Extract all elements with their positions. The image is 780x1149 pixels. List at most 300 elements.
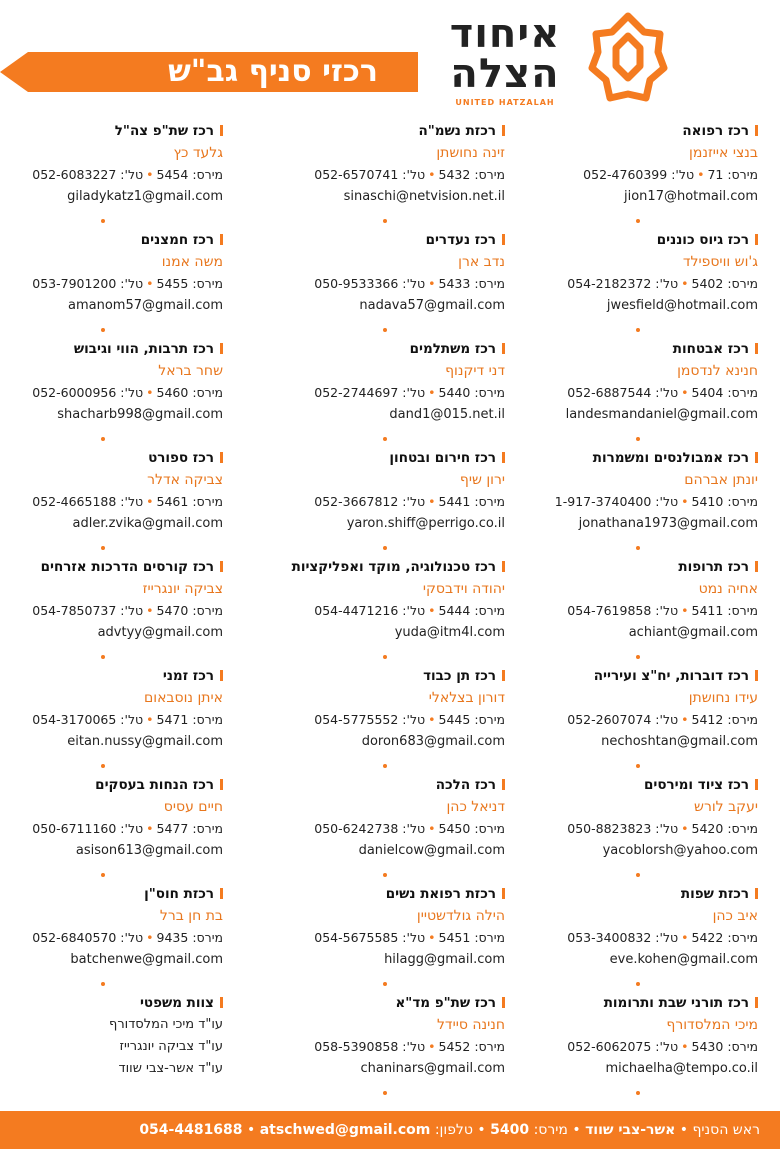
coordinator-entry xyxy=(265,992,505,1101)
miras-number: 5471 xyxy=(156,712,189,727)
coordinator-role xyxy=(13,556,223,578)
email-address[interactable]: hilagg@gmail.com xyxy=(384,952,505,967)
footer-phone-label: טלפון: xyxy=(434,1122,473,1138)
coordinator-entry xyxy=(518,447,758,556)
phone-number[interactable]: 052-6840570 xyxy=(32,930,117,945)
contact-line xyxy=(518,382,758,404)
contact-line xyxy=(13,600,223,622)
bullet-marker xyxy=(220,670,223,681)
bullet-marker xyxy=(755,888,758,899)
banner-arrow xyxy=(0,52,28,92)
divider-dot xyxy=(383,764,387,768)
bullet-marker xyxy=(220,234,223,245)
coordinator-name: משה אמנו xyxy=(161,254,223,270)
separator-dot: • xyxy=(681,494,689,509)
coordinator-name: דני דיקנוף xyxy=(445,363,505,379)
coordinator-name: חנינא לנדסמן xyxy=(677,363,758,379)
divider-dot xyxy=(383,873,387,877)
miras-label: מירס: xyxy=(192,385,223,400)
separator-dot: • xyxy=(146,930,154,945)
coordinator-name: יונתן אברהם xyxy=(684,472,758,488)
miras-label: מירס: xyxy=(192,821,223,836)
coordinator-entry xyxy=(13,774,223,883)
email-address[interactable]: yuda@itm4l.com xyxy=(394,625,505,640)
separator-dot: • xyxy=(428,603,436,618)
email-address[interactable]: nadava57@gmail.com xyxy=(359,298,505,313)
phone-number[interactable]: 052-6000956 xyxy=(32,385,117,400)
miras-label: מירס: xyxy=(474,930,505,945)
column-left xyxy=(13,120,223,1090)
tel-label: טל': xyxy=(402,276,426,291)
header xyxy=(0,0,780,118)
miras-number: 5432 xyxy=(438,167,471,182)
role-text: רכז משתלמים xyxy=(409,341,496,357)
coordinator-name: בת חן ברל xyxy=(159,908,223,924)
coordinator-role xyxy=(13,229,223,251)
logo-line2: הצלה xyxy=(450,51,560,97)
coordinator-role xyxy=(265,447,505,469)
tel-label: טל': xyxy=(402,494,426,509)
coordinator-role xyxy=(518,229,758,251)
role-text: רכז הנחות בעסקים xyxy=(95,777,214,793)
miras-number: 5441 xyxy=(438,494,471,509)
miras-label: מירס: xyxy=(192,167,223,182)
title-banner xyxy=(28,52,418,92)
coordinator-name: שחר בראל xyxy=(158,363,223,379)
coordinator-name: דניאל כהן xyxy=(446,799,505,815)
miras-label: מירס: xyxy=(727,821,758,836)
phone-number[interactable]: 052-6062075 xyxy=(567,1039,652,1054)
miras-label: מירס: xyxy=(192,930,223,945)
star-of-life-icon xyxy=(588,8,668,108)
bullet-marker xyxy=(220,561,223,572)
bullet-marker xyxy=(502,343,505,354)
miras-number: 5445 xyxy=(438,712,471,727)
bullet-marker xyxy=(502,670,505,681)
footer-head-label: ראש הסניף xyxy=(692,1122,760,1138)
divider-dot xyxy=(383,1091,387,1095)
email-address[interactable]: jwesfield@hotmail.com xyxy=(606,298,758,313)
footer-phone: 054-4481688 xyxy=(139,1122,243,1138)
phone-number[interactable]: 052-3667812 xyxy=(314,494,399,509)
role-text: רכזת נשמ"ה xyxy=(418,123,496,139)
miras-label: מירס: xyxy=(474,1039,505,1054)
contact-line xyxy=(265,273,505,295)
email-address[interactable]: jonathana1973@gmail.com xyxy=(578,516,758,531)
role-text: רכז ציוד ומירסים xyxy=(644,777,749,793)
coordinator-name: גלעד כץ xyxy=(173,145,223,161)
separator-dot: • xyxy=(428,712,436,727)
role-text: רכז תרבות, הווי וגיבוש xyxy=(73,341,214,357)
bullet-marker xyxy=(755,234,758,245)
coordinator-entry xyxy=(265,120,505,229)
miras-number: 5444 xyxy=(438,603,471,618)
bullet-marker xyxy=(220,997,223,1008)
miras-label: מירס: xyxy=(474,385,505,400)
separator-dot: • xyxy=(681,603,689,618)
role-text: רכז ספורט xyxy=(148,450,214,466)
coordinator-role xyxy=(13,883,223,905)
divider-dot xyxy=(636,328,640,332)
bullet-marker xyxy=(502,997,505,1008)
separator-dot: • xyxy=(428,930,436,945)
bullet-marker xyxy=(220,888,223,899)
divider-dot xyxy=(101,764,105,768)
coordinator-name: זינה נחושתן xyxy=(436,145,505,161)
tel-label: טל': xyxy=(120,167,144,182)
coordinator-name: ג'וש וויספילד xyxy=(682,254,758,270)
footer-miras: 5400 xyxy=(490,1122,530,1138)
separator-dot: • xyxy=(428,821,436,836)
contact-line xyxy=(13,382,223,404)
footer-content xyxy=(139,1111,760,1149)
contact-line xyxy=(265,818,505,840)
coordinator-name: דורון בצלאלי xyxy=(428,690,505,706)
role-text: רכז אבטחות xyxy=(672,341,749,357)
tel-label: טל': xyxy=(655,821,679,836)
phone-number[interactable]: 054-7850737 xyxy=(32,603,117,618)
bullet-marker xyxy=(755,670,758,681)
tel-label: טל': xyxy=(120,385,144,400)
miras-number: 5451 xyxy=(438,930,471,945)
coordinator-role xyxy=(518,774,758,796)
divider-dot xyxy=(383,219,387,223)
phone-number[interactable]: 050-8823823 xyxy=(567,821,652,836)
coordinator-role xyxy=(518,992,758,1014)
email-address[interactable]: chaninars@gmail.com xyxy=(360,1061,505,1076)
role-text: רכז גיוס כוננים xyxy=(656,232,749,248)
bullet-marker xyxy=(220,343,223,354)
email-address[interactable]: batchenwe@gmail.com xyxy=(70,952,223,967)
coordinator-role xyxy=(518,120,758,142)
miras-label: מירס: xyxy=(192,712,223,727)
email-address[interactable]: yacoblorsh@yahoo.com xyxy=(602,843,758,858)
contact-line xyxy=(518,273,758,295)
coordinator-role xyxy=(265,120,505,142)
email-address[interactable]: doron683@gmail.com xyxy=(361,734,505,749)
contact-line xyxy=(518,600,758,622)
coordinator-name: איתן נוסבאום xyxy=(143,690,223,706)
separator-dot: • xyxy=(146,385,154,400)
coordinator-entry xyxy=(13,120,223,229)
phone-number[interactable]: 054-2182372 xyxy=(567,276,652,291)
contact-line xyxy=(13,491,223,513)
coordinator-entry xyxy=(518,665,758,774)
miras-number: 5470 xyxy=(156,603,189,618)
coordinator-entry xyxy=(518,120,758,229)
separator-dot: • xyxy=(681,385,689,400)
bullet-marker xyxy=(502,234,505,245)
email-address[interactable]: landesmandaniel@gmail.com xyxy=(565,407,758,422)
coordinator-entry xyxy=(518,229,758,338)
logo xyxy=(430,11,580,107)
coordinator-name: עידו נחושתן xyxy=(688,690,758,706)
tel-label: טל': xyxy=(120,494,144,509)
tel-label: טל': xyxy=(402,930,426,945)
separator-dot: • xyxy=(428,1039,436,1054)
contact-line xyxy=(518,164,758,186)
coordinator-name: ירון שיף xyxy=(459,472,505,488)
coordinator-entry xyxy=(518,338,758,447)
email-address[interactable]: danielcow@gmail.com xyxy=(358,843,505,858)
coordinator-role xyxy=(265,665,505,687)
role-text: רכז טכנולוגיה, מוקד ואפליקציות xyxy=(291,559,496,575)
separator-dot: • xyxy=(681,821,689,836)
contact-line xyxy=(518,1036,758,1058)
miras-number: 5404 xyxy=(691,385,724,400)
contact-line xyxy=(13,818,223,840)
coordinator-entry xyxy=(13,556,223,665)
phone-number[interactable]: 052-4665188 xyxy=(32,494,117,509)
miras-label: מירס: xyxy=(727,603,758,618)
miras-number: 5477 xyxy=(156,821,189,836)
separator-dot: • xyxy=(697,167,705,182)
miras-number: 5452 xyxy=(438,1039,471,1054)
footer-miras-label: מירס: xyxy=(533,1122,568,1138)
separator-dot: • xyxy=(681,276,689,291)
contact-line xyxy=(265,382,505,404)
coordinator-name: בנצי אייזנמן xyxy=(689,145,758,161)
role-text: רכז שת"פ צה"ל xyxy=(114,123,214,139)
email-address[interactable]: yaron.shiff@perrigo.co.il xyxy=(346,516,505,531)
divider-dot xyxy=(101,437,105,441)
phone-number[interactable]: 1-917-3740400 xyxy=(554,494,652,509)
bullet-marker xyxy=(755,125,758,136)
bullet-marker xyxy=(755,779,758,790)
divider-dot xyxy=(383,328,387,332)
divider-dot xyxy=(636,655,640,659)
divider-dot xyxy=(383,655,387,659)
tel-label: טל': xyxy=(120,603,144,618)
phone-number[interactable]: 052-2607074 xyxy=(567,712,652,727)
phone-number[interactable]: 050-6711160 xyxy=(32,821,117,836)
contact-line xyxy=(13,164,223,186)
role-text: רכזת חוס"ן xyxy=(144,886,214,902)
email-address[interactable]: jion17@hotmail.com xyxy=(624,189,758,204)
footer-email[interactable]: atschwed@gmail.com xyxy=(259,1122,431,1138)
miras-number: 5455 xyxy=(156,276,189,291)
tel-label: טל': xyxy=(671,167,695,182)
miras-label: מירס: xyxy=(727,276,758,291)
phone-number[interactable]: 050-6242738 xyxy=(314,821,399,836)
contact-line xyxy=(265,491,505,513)
contact-line xyxy=(518,709,758,731)
coordinator-name: חנינה סיידל xyxy=(436,1017,505,1033)
contact-line xyxy=(265,164,505,186)
bullet-marker xyxy=(220,779,223,790)
coordinator-name: אחיה נמט xyxy=(698,581,758,597)
miras-number: 5440 xyxy=(438,385,471,400)
page-title: רכזי סניף גב"ש xyxy=(168,54,378,89)
contact-line xyxy=(518,818,758,840)
divider-dot xyxy=(636,219,640,223)
email-address[interactable]: giladykatz1@gmail.com xyxy=(67,189,223,204)
legal-team-role xyxy=(13,992,223,1014)
coordinator-role xyxy=(518,556,758,578)
separator-dot: • xyxy=(146,712,154,727)
contact-line xyxy=(13,927,223,949)
separator-dot: • xyxy=(428,167,436,182)
contact-line xyxy=(13,273,223,295)
coordinator-role xyxy=(13,774,223,796)
divider-dot xyxy=(636,982,640,986)
phone-number[interactable]: 054-7619858 xyxy=(567,603,652,618)
email-address[interactable]: amanom57@gmail.com xyxy=(68,298,223,313)
tel-label: טל': xyxy=(402,603,426,618)
email-address[interactable]: asison613@gmail.com xyxy=(75,843,223,858)
separator-dot: • xyxy=(681,930,689,945)
column-middle xyxy=(265,120,505,1090)
divider-dot xyxy=(383,546,387,550)
coordinator-entry xyxy=(265,665,505,774)
coordinator-role xyxy=(265,774,505,796)
miras-number: 5460 xyxy=(156,385,189,400)
divider-dot xyxy=(101,328,105,332)
miras-label: מירס: xyxy=(727,385,758,400)
coordinator-entry xyxy=(13,883,223,992)
coordinator-entry xyxy=(13,665,223,774)
contact-line xyxy=(518,491,758,513)
phone-number[interactable]: 052-6570741 xyxy=(314,167,399,182)
coordinator-entry xyxy=(518,883,758,992)
coordinator-role xyxy=(13,447,223,469)
email-address[interactable]: dand1@015.net.il xyxy=(389,407,505,422)
miras-label: מירס: xyxy=(727,494,758,509)
separator-dot: • xyxy=(681,1039,689,1054)
phone-number[interactable]: 050-9533366 xyxy=(314,276,399,291)
miras-label: מירס: xyxy=(192,494,223,509)
footer-bar xyxy=(0,1111,780,1149)
email-address[interactable]: advtyy@gmail.com xyxy=(97,625,223,640)
tel-label: טל': xyxy=(655,603,679,618)
tel-label: טל': xyxy=(655,712,679,727)
miras-number: 9435 xyxy=(156,930,189,945)
email-address[interactable]: sinaschi@netvision.net.il xyxy=(343,189,505,204)
coordinator-entry xyxy=(265,447,505,556)
coordinator-entry xyxy=(13,229,223,338)
bullet-marker xyxy=(502,452,505,463)
phone-number[interactable]: 052-2744697 xyxy=(314,385,399,400)
email-address[interactable]: michaelha@tempo.co.il xyxy=(605,1061,758,1076)
separator-dot: • xyxy=(681,712,689,727)
divider-dot xyxy=(101,655,105,659)
miras-number: 5461 xyxy=(156,494,189,509)
phone-number[interactable]: 058-5390858 xyxy=(314,1039,399,1054)
phone-number[interactable]: 052-6083227 xyxy=(32,167,117,182)
separator-dot: • xyxy=(146,821,154,836)
coordinator-name: יהודה וידבסקי xyxy=(422,581,505,597)
separator-dot: • xyxy=(428,276,436,291)
coordinator-entry xyxy=(13,447,223,556)
coordinator-entry xyxy=(13,338,223,447)
email-address[interactable]: achiant@gmail.com xyxy=(628,625,758,640)
bullet-marker xyxy=(502,125,505,136)
bullet-marker xyxy=(502,779,505,790)
divider-dot xyxy=(101,219,105,223)
role-text: רכז אמבולנסים ומשמרות xyxy=(592,450,749,466)
coordinator-role xyxy=(265,556,505,578)
coordinator-entry xyxy=(518,556,758,665)
miras-label: מירס: xyxy=(727,930,758,945)
tel-label: טל': xyxy=(655,276,679,291)
coordinator-name: נדב ארן xyxy=(458,254,505,270)
footer-separator: • xyxy=(567,1122,581,1138)
contact-line xyxy=(13,709,223,731)
email-address[interactable]: adler.zvika@gmail.com xyxy=(72,516,223,531)
email-address[interactable]: nechoshtan@gmail.com xyxy=(601,734,758,749)
divider-dot xyxy=(636,873,640,877)
miras-label: מירס: xyxy=(727,1039,758,1054)
role-text: רכז תן כבוד xyxy=(423,668,496,684)
role-text: רכז נעדרים xyxy=(425,232,496,248)
tel-label: טל': xyxy=(120,821,144,836)
coordinator-name: יעקב לורש xyxy=(694,799,758,815)
tel-label: טל': xyxy=(655,1039,679,1054)
divider-dot xyxy=(636,437,640,441)
miras-label: מירס: xyxy=(192,603,223,618)
divider-dot xyxy=(383,982,387,986)
tel-label: טל': xyxy=(402,385,426,400)
phone-number[interactable]: 053-7901200 xyxy=(32,276,117,291)
miras-label: מירס: xyxy=(474,821,505,836)
legal-member: עו"ד אשר-צבי שווד xyxy=(118,1061,223,1076)
phone-number[interactable]: 054-5675585 xyxy=(314,930,399,945)
bullet-marker xyxy=(755,561,758,572)
column-right xyxy=(518,120,758,1090)
tel-label: טל': xyxy=(120,930,144,945)
miras-label: מירס: xyxy=(474,276,505,291)
email-address[interactable]: shacharb998@gmail.com xyxy=(57,407,223,422)
footer-separator: • xyxy=(675,1122,688,1138)
miras-number: 71 xyxy=(707,167,724,182)
role-text: רכז רפואה xyxy=(682,123,749,139)
phone-number[interactable]: 054-4471216 xyxy=(314,603,399,618)
tel-label: טל': xyxy=(655,385,679,400)
separator-dot: • xyxy=(428,494,436,509)
phone-number[interactable]: 052-6887544 xyxy=(567,385,652,400)
coordinator-entry xyxy=(265,883,505,992)
legal-member: עו"ד מיכי המלסדורף xyxy=(109,1017,223,1032)
bullet-marker xyxy=(755,452,758,463)
coordinator-entry xyxy=(518,774,758,883)
coordinator-name: צביקה אדלר xyxy=(147,472,223,488)
role-text: רכזת רפואת נשים xyxy=(385,886,496,902)
separator-dot: • xyxy=(146,167,154,182)
phone-number[interactable]: 052-4760399 xyxy=(583,167,668,182)
phone-number[interactable]: 053-3400832 xyxy=(567,930,652,945)
email-address[interactable]: eve.kohen@gmail.com xyxy=(609,952,758,967)
miras-number: 5450 xyxy=(438,821,471,836)
email-address[interactable]: eitan.nussy@gmail.com xyxy=(67,734,223,749)
coordinator-role xyxy=(265,229,505,251)
coordinator-entry xyxy=(265,774,505,883)
separator-dot: • xyxy=(146,494,154,509)
miras-number: 5410 xyxy=(691,494,724,509)
phone-number[interactable]: 054-5775552 xyxy=(314,712,399,727)
coordinator-name: צביקה יונגרייז xyxy=(142,581,223,597)
tel-label: טל': xyxy=(120,712,144,727)
divider-dot xyxy=(636,1091,640,1095)
phone-number[interactable]: 054-3170065 xyxy=(32,712,117,727)
role-text: רכז קורסים הדרכות אזרחים xyxy=(40,559,214,575)
contact-line xyxy=(265,709,505,731)
coordinator-role xyxy=(518,883,758,905)
legal-member: עו"ד צביקה יונגרייז xyxy=(119,1039,223,1054)
legal-team-entry xyxy=(13,992,223,1101)
divider-dot xyxy=(636,546,640,550)
coordinator-role xyxy=(518,338,758,360)
miras-label: מירס: xyxy=(474,712,505,727)
